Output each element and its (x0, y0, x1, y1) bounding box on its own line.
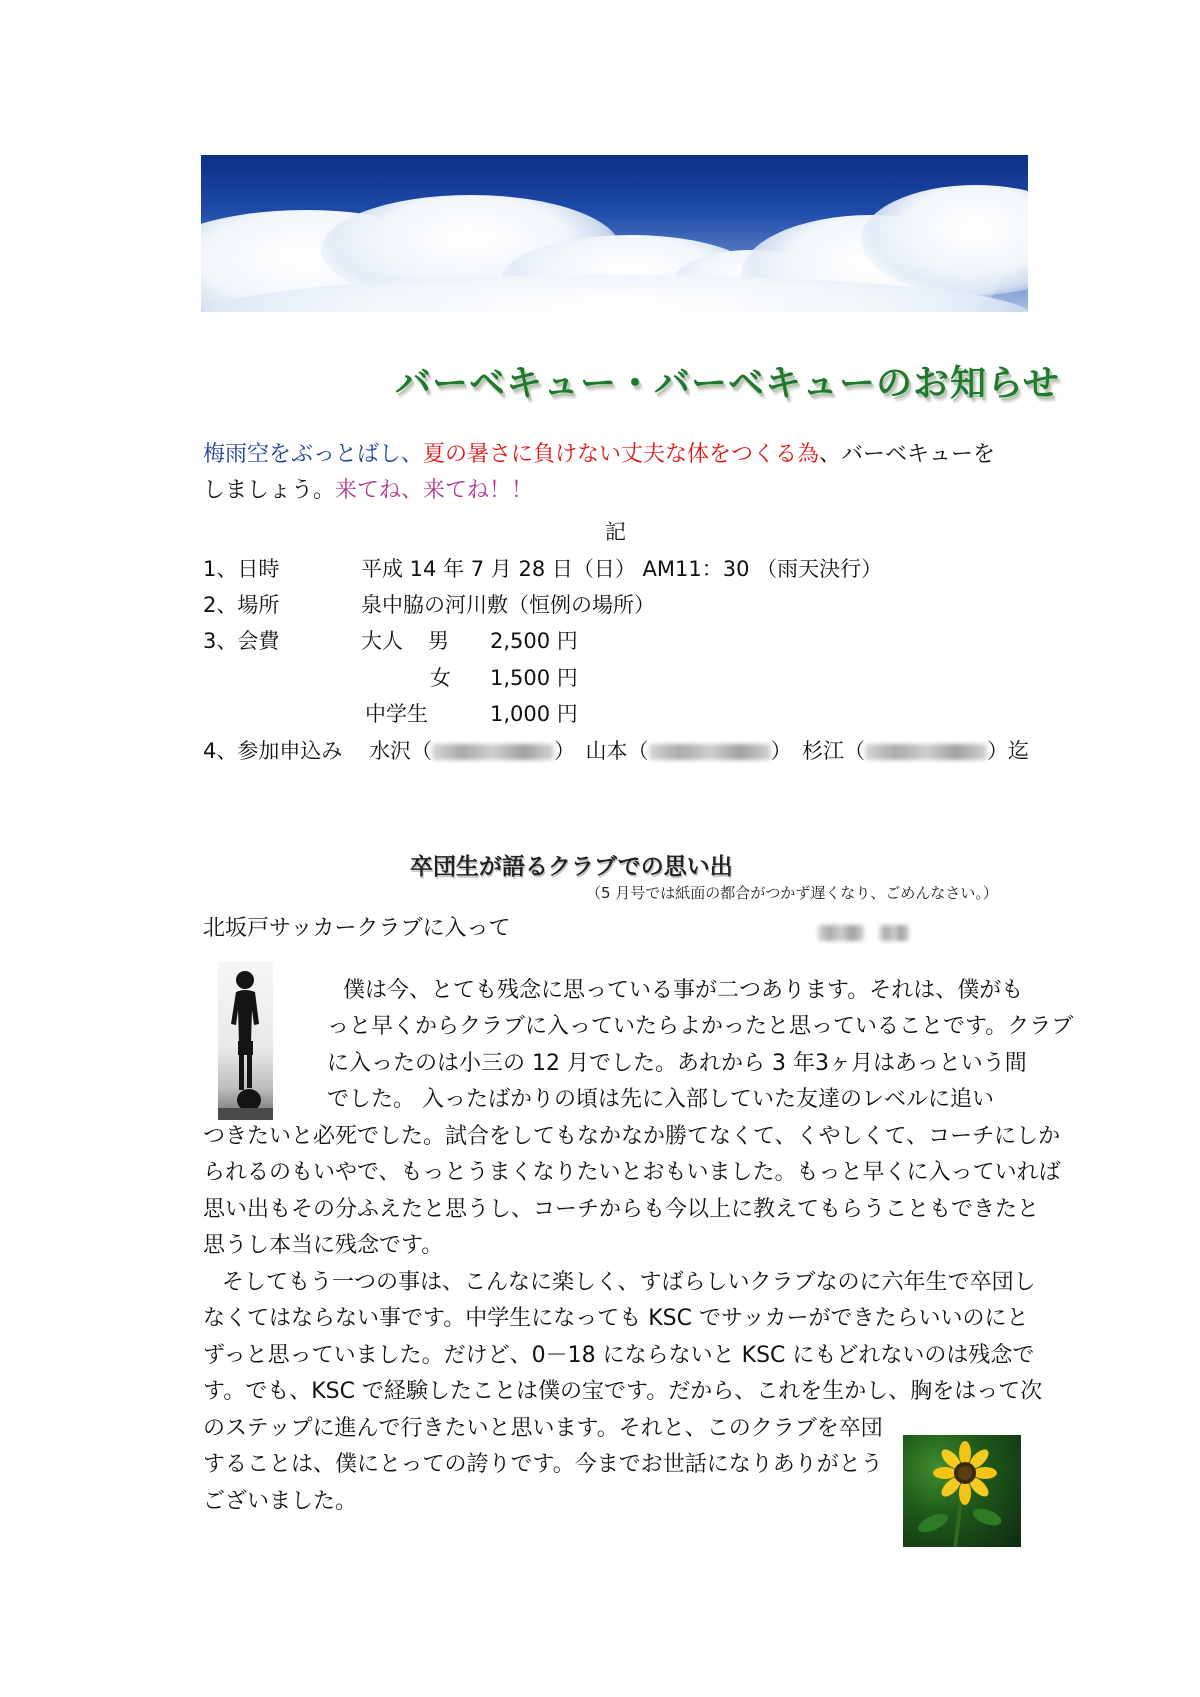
silhouette-icon (218, 962, 273, 1120)
intro-purple-text: 来てね、来てね！！ (335, 478, 534, 503)
detail-label-2: 2、場所 (203, 593, 280, 617)
redacted-phone-2 (649, 744, 771, 760)
essay-line-12: す。でも、KSC で経験したことは僕の宝です。だから、これを生かし、胸をはって次 (203, 1379, 1043, 1404)
detail-label-1: 1、日時 (203, 557, 280, 581)
essay-line-1: 僕は今、とても残念に思っている事が二つあります。それは、僕がも (343, 978, 1024, 1003)
child-silhouette-image (218, 962, 273, 1120)
page-headline: バーベキュー・バーベキューのお知らせ (395, 363, 1060, 404)
ki-heading: 記 (605, 520, 626, 544)
essay-line-9: そしてもう一つの事は、こんなに楽しく、すばらしいクラブなのに六年生で卒団し (222, 1270, 1036, 1295)
essay-line-7: 思い出もその分ふえたと思うし、コーチからも今以上に教えてもらうこともできたと (203, 1197, 1040, 1222)
intro-line-2 (203, 473, 533, 509)
section-title: 卒団生が語るクラブでの思い出 (410, 854, 733, 880)
essay-line-8: 思うし本当に残念です。 (203, 1233, 444, 1258)
sunflower-icon (903, 1435, 1021, 1547)
intro-black-text-2: しましょう。 (203, 478, 336, 503)
section-note: （5 月号では紙面の都合がつかず遅くなり、ごめんなさい。） (586, 884, 998, 902)
intro-blue-text: 梅雨空をぶっとばし、 (203, 442, 424, 467)
essay-line-6: られるのもいやで、もっとうまくなりたいとおもいました。もっと早くに入っていれば (203, 1160, 1061, 1185)
sky-banner-image (201, 155, 1028, 312)
fee-male-amount: 2,500 円 (490, 629, 578, 653)
essay-line-14: することは、僕にとっての誇りです。今までお世話になりありがとう (203, 1452, 883, 1477)
intro-black-text: 、バーベキューを (819, 442, 996, 467)
detail-value-date: 平成 14 年 7 月 28 日（日） AM11：30 （雨天決行） (361, 557, 883, 581)
intro-line-1 (203, 437, 995, 473)
contact-2-name: ） 山本（ (554, 739, 649, 763)
essay-line-13: のステップに進んで行きたいと思います。それと、このクラブを卒団 (203, 1416, 883, 1441)
essay-subtitle: 北坂戸サッカークラブに入って (203, 916, 511, 941)
detail-value-place: 泉中脇の河川敷（恒例の場所） (361, 593, 655, 617)
sunflower-image (903, 1435, 1021, 1547)
essay-line-15: ございました。 (203, 1489, 358, 1514)
fee-male-label: 男 (428, 629, 449, 653)
detail-label-4 (203, 735, 1029, 765)
apply-label: 4、参加申込み (203, 739, 343, 763)
essay-line-11: ずっと思っていました。だけど、0－18 にならないと KSC にもどれないのは残念で (203, 1343, 1035, 1368)
essay-line-10: なくてはならない事です。中学生になっても KSC でサッカーができたらいいのにと (203, 1306, 1029, 1331)
fee-junior-amount: 1,000 円 (490, 702, 578, 726)
essay-line-2: っと早くからクラブに入っていたらよかったと思っていることです。クラブ (327, 1014, 1074, 1039)
contact-3-name: ） 杉江（ (770, 739, 866, 763)
redacted-author-name (818, 922, 909, 941)
essay-line-3: に入ったのは小三の 12 月でした。あれから 3 年3ヶ月はあっという間 (327, 1051, 1027, 1076)
essay-line-5: つきたいと必死でした。試合をしてもなかなか勝てなくて、くやしくて、コーチにしか (203, 1124, 1061, 1149)
fee-junior-label: 中学生 (365, 702, 428, 726)
detail-label-3: 3、会費 (203, 629, 280, 653)
contact-1-name: 水沢（ (369, 739, 433, 763)
fee-adult-label: 大人 (361, 629, 403, 653)
essay-line-4: でした。 入ったばかりの頃は先に入部していた友達のレベルに追い (327, 1087, 994, 1112)
redacted-phone-1 (432, 744, 554, 760)
intro-red-text: 夏の暑さに負けない丈夫な体をつくる為 (423, 442, 820, 467)
redacted-phone-3 (865, 744, 987, 760)
fee-female-amount: 1,500 円 (490, 666, 578, 690)
fee-female-label: 女 (430, 666, 451, 690)
contact-end: ）迄 (987, 739, 1030, 763)
